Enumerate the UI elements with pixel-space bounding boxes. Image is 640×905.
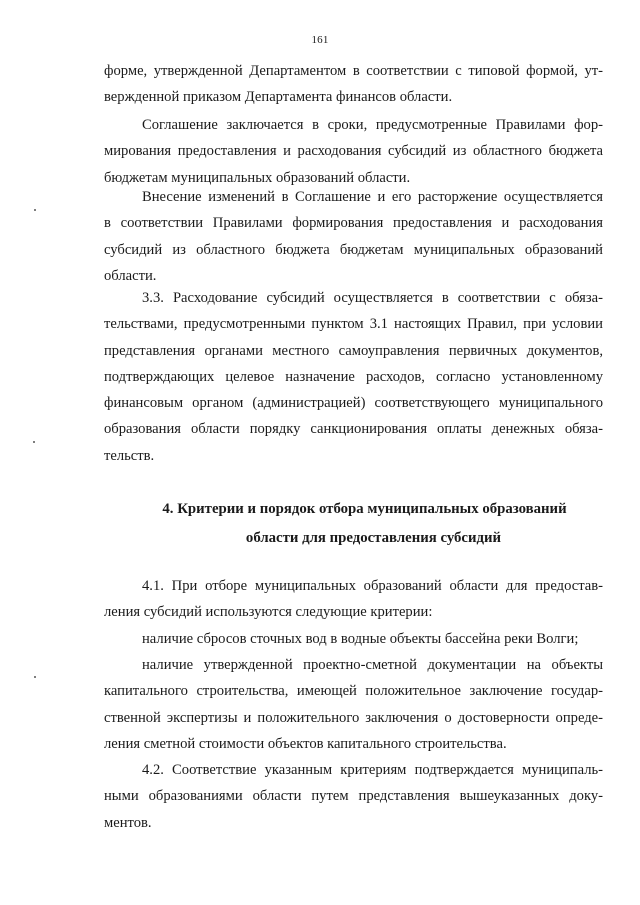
text-line: капитального строительства, имеющей положительное заключение государ- bbox=[104, 683, 603, 700]
scan-dot bbox=[34, 209, 36, 211]
text-line: 4.1. При отборе муниципальных образований области для предостав- bbox=[142, 578, 603, 594]
text-line: области. bbox=[104, 267, 157, 284]
criterion-item bbox=[104, 626, 603, 652]
paragraph-agreement-terms bbox=[104, 112, 603, 191]
text-line: подтверждающих целевое назначение расходов, согласно установленному bbox=[104, 368, 603, 385]
text-line: бюджетам муниципальных образований области. bbox=[104, 169, 411, 186]
text-line: ления субсидий используются следующие критерии: bbox=[104, 604, 433, 621]
text-line: в соответствии Правилами формирования предоставления и расходования bbox=[104, 215, 603, 232]
text-line: ственной экспертизы и положительного заключения о достоверности опреде- bbox=[104, 709, 603, 726]
text-line: субсидий из областного бюджета бюджетам муниципальных образований bbox=[104, 241, 603, 258]
text-line: ления сметной стоимости объектов капитального строительства. bbox=[104, 735, 507, 752]
criterion-item bbox=[104, 652, 603, 757]
text-line: ными образованиями области путем представления вышеуказанных доку- bbox=[104, 788, 603, 805]
section-heading-line: 4. Критерии и порядок отбора муниципальных образований bbox=[162, 501, 567, 517]
text-line: тельств. bbox=[104, 447, 155, 464]
text-line: 4.2. Соответствие указанным критериям подтверждается муниципаль- bbox=[142, 762, 603, 778]
section-heading-line: области для предоставления субсидий bbox=[245, 530, 502, 546]
paragraph-agreement-changes bbox=[104, 184, 603, 289]
text-line: представления органами местного самоуправления первичных документов, bbox=[104, 342, 603, 359]
text-line: Соглашение заключается в сроки, предусмотренные Правилами фор- bbox=[142, 117, 603, 133]
text-line: наличие сбросов сточных вод в водные объекты бассейна реки Волги; bbox=[142, 631, 579, 647]
text-line: Внесение изменений в Соглашение и его расторжение осуществляется bbox=[142, 189, 603, 205]
text-line: форме, утвержденной Департаментом в соответствии с типовой формой, ут- bbox=[104, 63, 603, 79]
text-line: образования области порядку санкционирования оплаты денежных обяза- bbox=[104, 421, 603, 438]
text-line: вержденной приказом Департамента финансов области. bbox=[104, 89, 453, 106]
scan-dot bbox=[33, 441, 35, 443]
paragraph-4-2 bbox=[104, 757, 603, 836]
scan-dot bbox=[34, 676, 36, 678]
text-line: тельствами, предусмотренными пунктом 3.1 настоящих Правил, при условии bbox=[104, 316, 603, 333]
paragraph-3-3 bbox=[104, 285, 603, 469]
text-line: финансовым органом (администрацией) соответствующего муниципального bbox=[104, 395, 603, 412]
text-line: мирования предоставления и расходования субсидий из областного бюджета bbox=[104, 143, 603, 160]
text-line: 3.3. Расходование субсидий осуществляется в соответствии с обяза- bbox=[142, 290, 603, 306]
text-line: наличие утвержденной проектно-сметной документации на объекты bbox=[142, 657, 603, 673]
paragraph-continuation bbox=[104, 58, 603, 111]
section-heading bbox=[104, 495, 603, 553]
paragraph-4-1 bbox=[104, 573, 603, 626]
text-line: ментов. bbox=[104, 814, 152, 831]
page-number: 161 bbox=[311, 34, 329, 46]
